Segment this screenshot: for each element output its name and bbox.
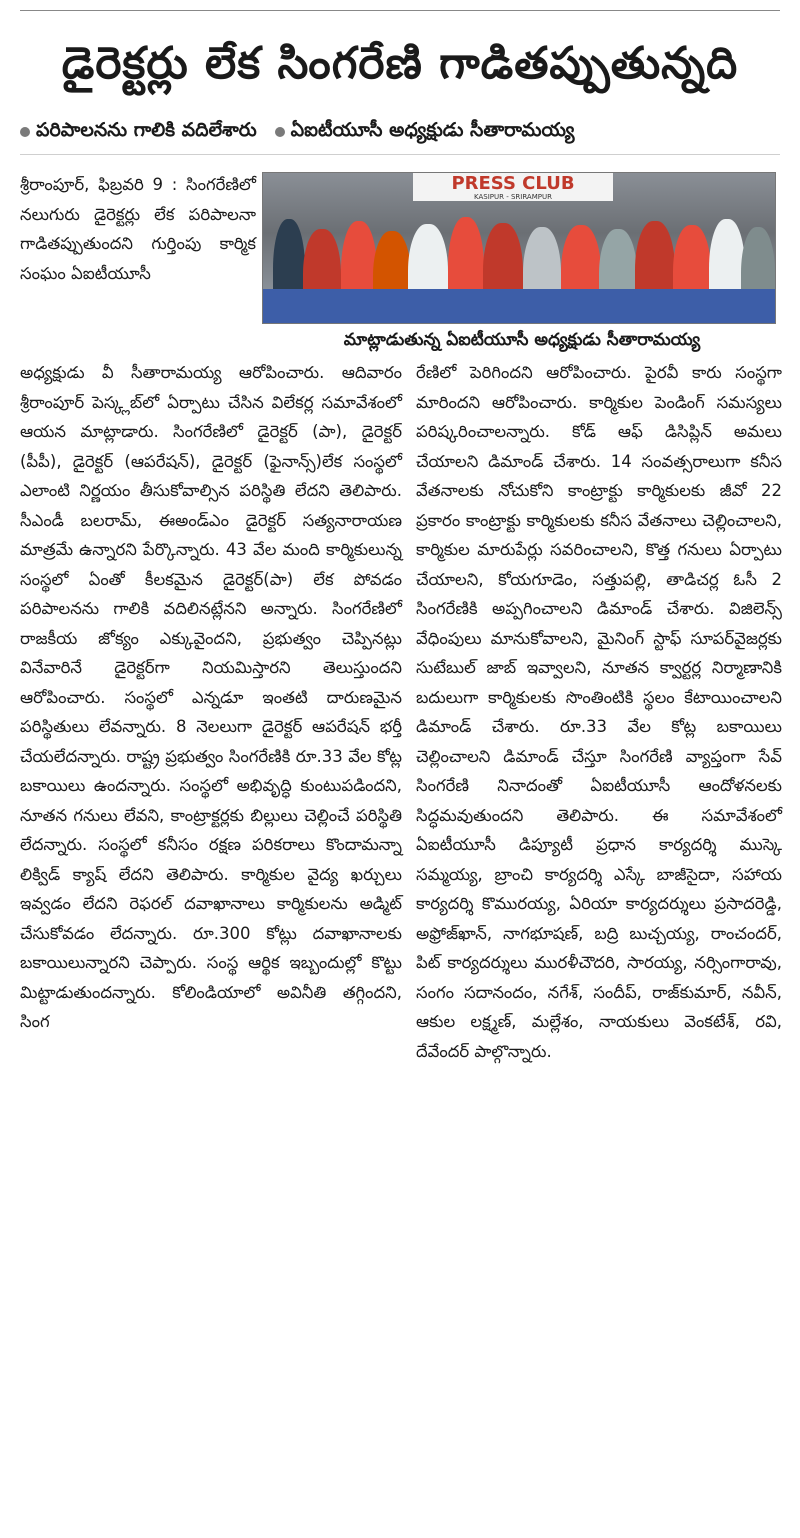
lead-paragraph: శ్రీరాంపూర్, ఫిబ్రవరి 9 : సింగరేణిలో నలుగురు డైరెక్టర్లు లేక పరిపాలనా గాడితప్పుతుందని గుర్తింపు కార్మిక సంఘం ఏఐటీయూసీ	[20, 175, 256, 283]
subhead-2-text: ఏఐటీయూసీ అధ్యక్షుడు సీతారామయ్య	[290, 118, 575, 141]
photo-table	[263, 289, 775, 323]
subhead-2	[275, 119, 575, 146]
subhead-1-text: పరిపాలనను గాలికి వదిలేశారు	[36, 118, 257, 141]
top-rule	[20, 10, 780, 11]
headline: డైరెక్టర్లు లేక సింగరేణి గాడితప్పుతున్నది	[61, 38, 739, 89]
photo-banner-sub: KASIPUR - SRIRAMPUR	[474, 193, 552, 201]
article-column-left	[20, 358, 402, 1037]
bullet-icon	[20, 127, 30, 137]
bullet-icon	[275, 127, 285, 137]
news-photo	[262, 172, 776, 324]
photo-banner: PRESS CLUB	[413, 173, 613, 201]
article-column-right	[416, 358, 782, 1066]
subheads-bar	[20, 110, 780, 155]
subhead-1	[20, 119, 257, 146]
photo-caption: మాట్లాడుతున్న ఏఐటీయూసీ అధ్యక్షుడు సీతారామయ్య	[343, 330, 701, 350]
article-lead	[20, 170, 256, 288]
left-column-text: అధ్యక్షుడు వీ సీతారామయ్య ఆరోపించారు. ఆదివారం శ్రీరాంపూర్ పెస్క్లబ్‌లో ఏర్పాటు చేసిన విలేకర్ల సమావేశంలో ఆయన మాట్లాడారు. సింగరేణిలో డైరెక్టర్ (పా), డైరెక్టర్ (పీపీ), డైరెక్టర్ (ఆపరేషన్), డైరెక్టర్ (ఫైనాన్స్)లేక సంస్థలో ఎలాంటి నిర్ణయం తీసుకోవాల్సిన పరిస్థితి లేదని తెలిపారు. సీఎండీ బలరామ్, ఈఅండ్‌ఎం డైరెక్టర్ సత్యనారాయణ మాత్రమే ఉన్నారని పేర్కొన్నారు. 43 వేల మంది కార్మికులున్న సంస్థలో ఏంతో కీలకమైన డైరెక్టర్(పా) లేక పోవడం పరిపాలనను గాలికి వదిలినట్లేనని అన్నారు. సింగరేణిలో రాజకీయ జోక్యం ఎక్కువైందని, ప్రభుత్వం చెప్పినట్లు వినేవారినే డైరెక్టర్‌గా నియమిస్తారని తెలుస్తుందని ఆరోపించారు. సంస్థలో ఎన్నడూ ఇంతటి దారుణమైన పరిస్థితులు లేవన్నారు. 8 నెలలుగా డైరెక్టర్ ఆపరేషన్ భర్తీ చేయలేదన్నారు. రాష్ట్ర ప్రభుత్వం సింగరేణికి రూ.33 వేల కోట్ల బకాయిలు ఉందన్నారు. సంస్థలో అభివృద్ధి కుంటుపడిందని, నూతన గనులు లేవని, కాంట్రాక్టర్లకు బిల్లులు చెల్లించే పరిస్థితి లేదన్నారు. సంస్థలో కనీసం రక్షణ పరికరాలు కొందామన్నా లిక్విడ్ క్యాష్ లేదని తెలిపారు. కార్మికుల వైద్య ఖర్చులు ఇవ్వడం లేదని రెఫరల్ దవాఖానాలు కార్మికులను అడ్మిట్ చేసుకోవడం లేదన్నారు. రూ.300 కోట్లు దవాఖానాలకు బకాయిలున్నారని చెప్పారు. సంస్థ ఆర్థిక ఇబ్బందుల్లో కొట్టు మిట్టాడుతుందన్నారు. కోలిండియాలో అవినీతి తగ్గిందని, సింగ	[20, 363, 402, 1031]
right-column-text: రేణిలో పెరిగిందని ఆరోపించారు. పైరవీ కారు సంస్థగా మారిందని ఆరోపించారు. కార్మికుల పెండింగ్ సమస్యలు పరిష్కరించాలన్నారు. కోడ్ ఆఫ్ డిసిప్లిన్ అమలు చేయాలని డిమాండ్ చేశారు. 14 సంవత్సరాలుగా కనీస వేతనాలకు నోచుకోని కాంట్రాక్టు కార్మికులకు జీవో 22 ప్రకారం కాంట్రాక్టు కార్మికులకు కనీస వేతనాలు చెల్లించాలని, కార్మికుల మారుపేర్లు సవరించాలని, కొత్త గనులు ఏర్పాటు చేయాలని, కోయగూడెం, సత్తుపల్లి, తాడిచర్ల ఓసీ 2 సింగరేణికి అప్పగించాలని డిమాండ్ చేశారు. విజిలెన్స్ వేధింపులు మానుకోవాలని, మైనింగ్ స్టాఫ్ సూపర్‌వైజర్లకు సుటేబుల్ జాబ్ ఇవ్వాలని, నూతన క్వార్టర్ల నిర్మాణానికి బదులుగా కార్మికులకు సొంతింటికి స్థలం కేటాయించాలని డిమాండ్ చేశారు. రూ.33 వేల కోట్ల బకాయిలు చెల్లించాలని డిమాండ్ చేస్తూ సింగరేణి వ్యాప్తంగా సేవ్ సింగరేణి నినాదంతో ఏఐటీయూసీ ఆందోళనలకు సిద్ధమవుతుందని తెలిపారు. ఈ సమావేశంలో ఏఐటీయూసీ డిప్యూటీ ప్రధాన కార్యదర్శి ముస్కె సమ్మయ్య, బ్రాంచి కార్యదర్శి ఎస్కే బాజీసైదా, సహాయ కార్యదర్శి కొమురయ్య, ఏరియా కార్యదర్శులు ప్రసాదరెడ్డి, అఫ్రోజ్‌ఖాన్, నాగభూషణ్, బద్రి బుచ్చయ్య, రాంచందర్, పిట్ కార్యదర్శులు మురళీచౌదరి, సారయ్య, నర్సింగారావు, సంగం సదానందం, నగేశ్, సందీప్, రాజ్‌కుమార్, నవీన్, ఆకుల లక్ష్మణ్, మల్లేశం, నాయకులు వెంకటేశ్, రవి, దేవేందర్ పాల్గొన్నారు.	[416, 363, 782, 1061]
